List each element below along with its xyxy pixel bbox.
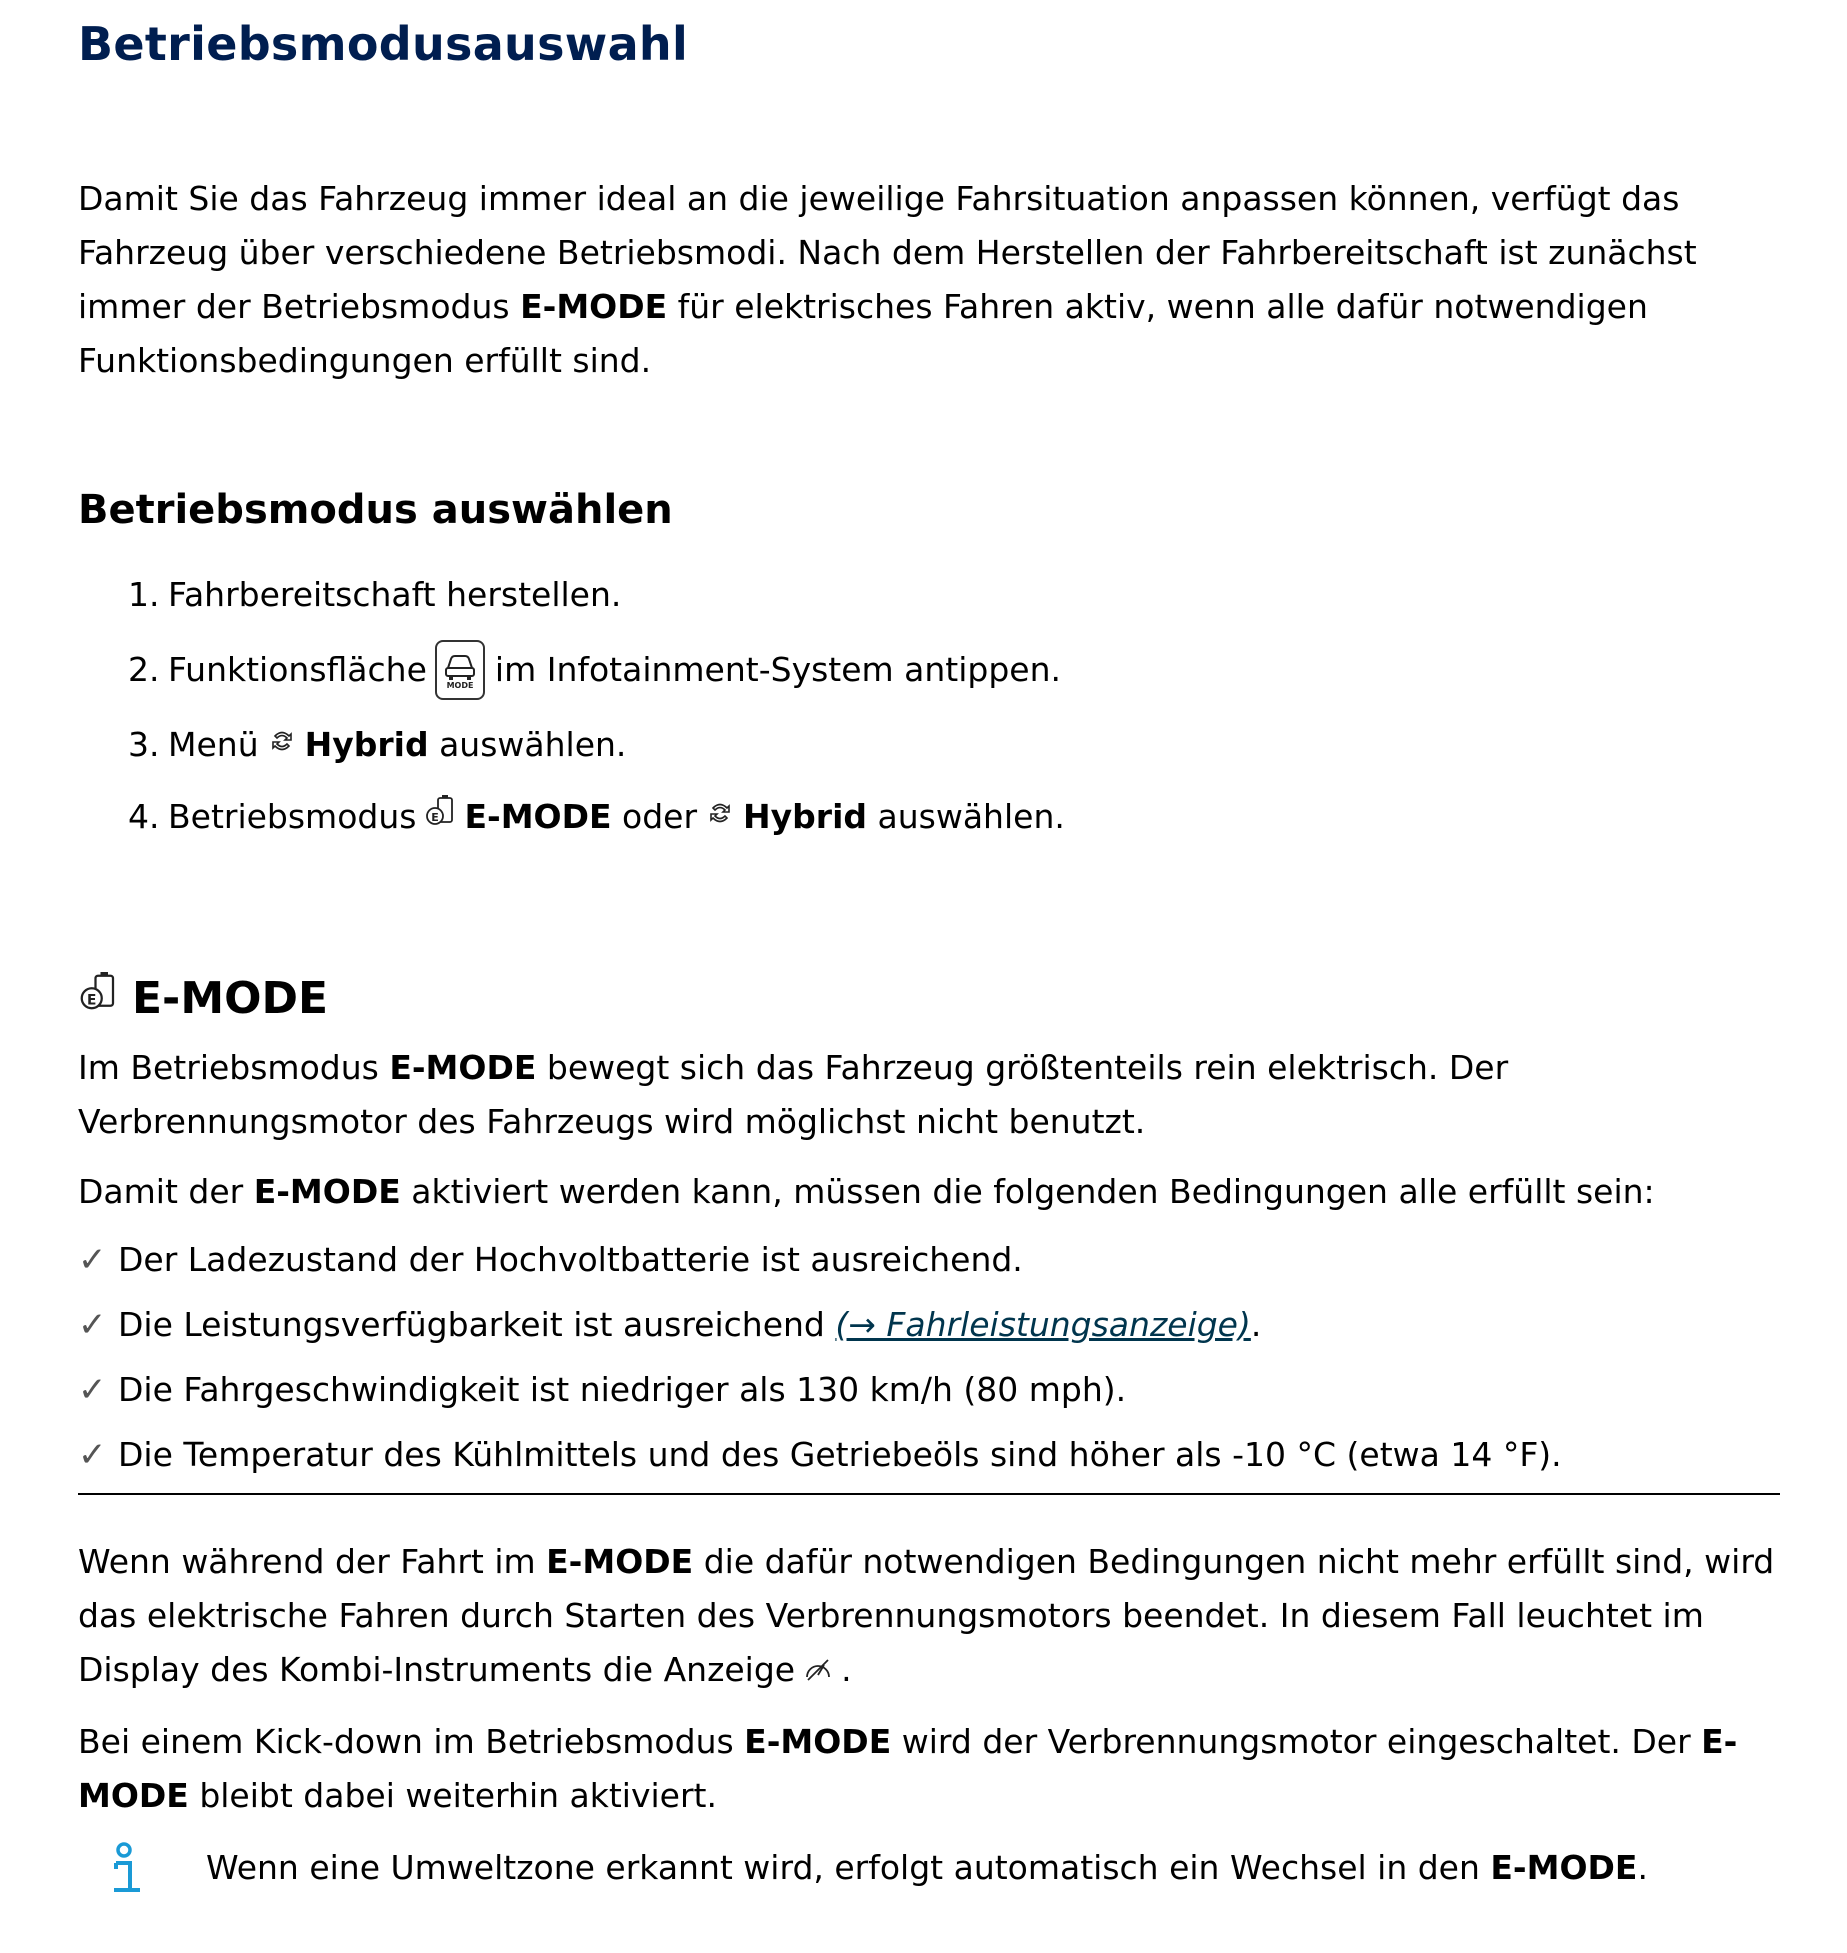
step-number: 4. xyxy=(128,797,160,836)
condition-text: Der Ladezustand der Hochvoltbatterie ist ausreichend. xyxy=(118,1240,1023,1279)
emode-paragraph-3 xyxy=(78,1535,1782,1699)
intro-text-2: für elektrisches Fahren aktiv, wenn alle dafür notwendigen Funktionsbedingungen erfüllt sind. xyxy=(78,287,1648,380)
engine-start-indicator-icon xyxy=(803,1645,833,1699)
info-icon xyxy=(78,1841,206,1901)
intro-paragraph xyxy=(78,172,1782,388)
hybrid-icon xyxy=(705,790,735,844)
step-text: im Infotainment-System antippen. xyxy=(494,650,1062,689)
section-heading-select: Betriebsmodus auswählen xyxy=(78,487,673,533)
bold-text: E-MODE xyxy=(78,1721,1738,1815)
step-number: 1. xyxy=(128,575,160,614)
step-3 xyxy=(128,718,1782,772)
step-bold: Hybrid xyxy=(743,797,868,836)
condition-text: Die Fahrgeschwindigkeit ist niedriger als 130 km/h (80 mph). xyxy=(118,1370,1127,1409)
info-note xyxy=(78,1841,1782,1901)
step-text: auswählen. xyxy=(877,797,1065,836)
step-text: Menü xyxy=(168,725,259,764)
bold-text: E-MODE xyxy=(744,1721,892,1761)
step-4 xyxy=(128,790,1782,844)
step-number: 3. xyxy=(128,725,160,764)
page-title: Betriebsmodusauswahl xyxy=(78,17,689,71)
text: Im Betriebsmodus xyxy=(78,1048,390,1087)
condition-item xyxy=(78,1428,1782,1482)
bold-text: E-MODE xyxy=(1490,1847,1638,1887)
step-bold: E-MODE xyxy=(464,797,612,836)
text: Wenn eine Umweltzone erkannt wird, erfolgt automatisch ein Wechsel in den xyxy=(206,1847,1491,1887)
text: bleibt dabei weiterhin aktiviert. xyxy=(188,1775,717,1815)
condition-text: Die Leistungsverfügbarkeit ist ausreichend xyxy=(118,1305,836,1344)
step-text: oder xyxy=(622,797,698,836)
condition-item xyxy=(78,1298,1782,1352)
emode-paragraph-2 xyxy=(78,1165,1782,1219)
checkmark-icon: ✓ xyxy=(78,1370,107,1410)
checkmark-icon: ✓ xyxy=(78,1305,107,1345)
condition-item xyxy=(78,1363,1782,1417)
step-number: 2. xyxy=(128,650,160,689)
text: wird der Verbrennungsmotor eingeschaltet. Der xyxy=(891,1721,1702,1761)
text: bewegt sich das Fahrzeug größtenteils rein elektrisch. Der Verbrennungsmotor des Fahrzeugs wird möglichst nicht benutzt. xyxy=(78,1048,1509,1141)
step-text: Funktionsfläche xyxy=(168,650,427,689)
text: Damit der xyxy=(78,1172,254,1211)
text: aktiviert werden kann, müssen die folgenden Bedingungen alle erfüllt sein: xyxy=(400,1172,1655,1211)
section-heading-emode xyxy=(78,970,1782,1027)
text: Wenn während der Fahrt im xyxy=(78,1542,547,1581)
condition-text: Die Temperatur des Kühlmittels und des Getriebeöls sind höher als -10 °C (etwa 14 °F). xyxy=(118,1435,1562,1474)
intro-text-1: Damit Sie das Fahrzeug immer ideal an die jeweilige Fahrsituation anpassen können, verfügt das Fahrzeug über verschiedene Betriebsmodi. Nach dem Herstellen der Fahrbereitschaft ist zunächst immer der Betriebsmodus xyxy=(78,179,1697,326)
text: . xyxy=(1637,1847,1648,1887)
step-text: Betriebsmodus xyxy=(168,797,417,836)
mode-icon-label: MODE xyxy=(446,681,474,690)
bold-text: E-MODE xyxy=(253,1172,401,1211)
info-note-text xyxy=(206,1841,1648,1895)
condition-text: . xyxy=(1250,1305,1262,1344)
text: . xyxy=(841,1650,852,1689)
steps-list xyxy=(78,568,1782,844)
svg-text:E: E xyxy=(431,811,440,824)
fahrleistungsanzeige-link[interactable]: (→ Fahrleistungsanzeige) xyxy=(835,1305,1251,1344)
emode-paragraph-1 xyxy=(78,1041,1782,1149)
divider xyxy=(78,1493,1780,1495)
svg-text:E: E xyxy=(87,992,97,1009)
emode-icon xyxy=(424,790,456,844)
emode-heading-text: E-MODE xyxy=(132,972,329,1024)
hybrid-icon xyxy=(267,718,297,772)
bold-text: E-MODE xyxy=(546,1542,694,1581)
checkmark-icon: ✓ xyxy=(78,1240,107,1280)
step-text: auswählen. xyxy=(439,725,627,764)
step-1 xyxy=(128,568,1782,622)
bold-text: E-MODE xyxy=(389,1048,537,1087)
condition-item xyxy=(78,1233,1782,1287)
step-bold: Hybrid xyxy=(304,725,429,764)
text: Bei einem Kick-down im Betriebsmodus xyxy=(78,1721,745,1761)
text: die dafür notwendigen Bedingungen nicht mehr erfüllt sind, wird das elektrische Fahren durch Starten des Verbrennungsmotors beendet. In diesem Fall leuchtet im Display des Kombi-Instruments die Anzeige xyxy=(78,1542,1775,1689)
emode-paragraph-4 xyxy=(78,1715,1782,1823)
checkmark-icon: ✓ xyxy=(78,1435,107,1475)
step-text: Fahrbereitschaft herstellen. xyxy=(168,575,622,614)
mode-button-icon xyxy=(435,640,485,700)
step-2 xyxy=(128,640,1782,700)
conditions-list xyxy=(78,1233,1782,1482)
intro-bold: E-MODE xyxy=(520,287,668,326)
emode-icon xyxy=(78,970,118,1027)
